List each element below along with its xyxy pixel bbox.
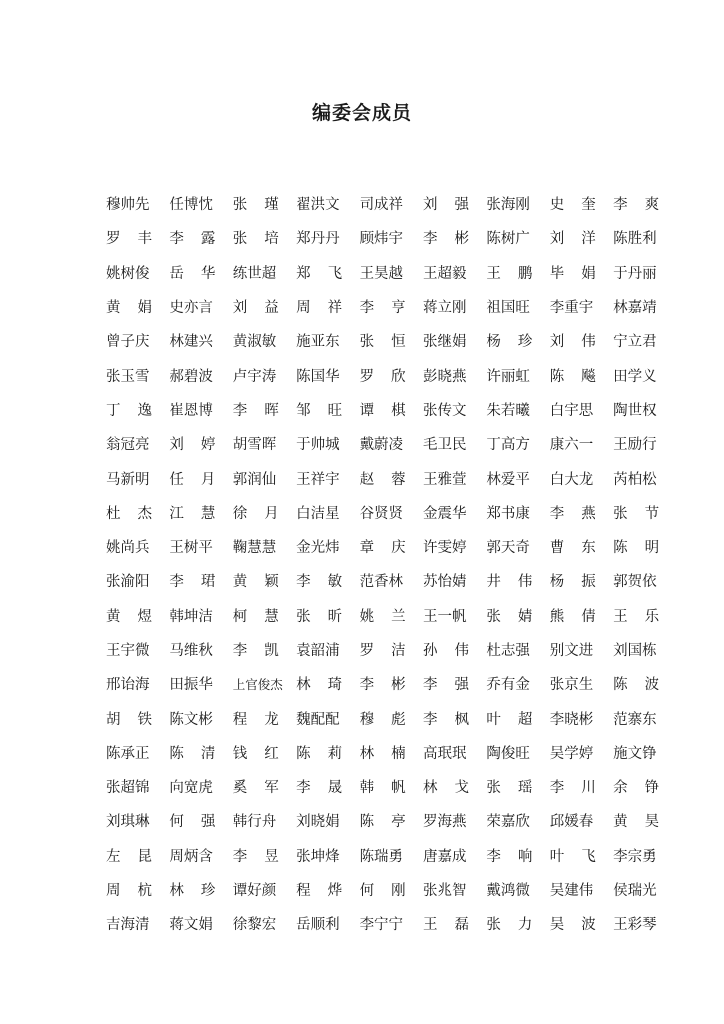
member-row <box>106 668 676 702</box>
member-name: 彭晓燕 <box>422 368 467 385</box>
member-name: 鞠慧慧 <box>232 540 277 557</box>
member-name: 曾子庆 <box>106 334 150 351</box>
member-name: 胡雪晖 <box>232 437 277 454</box>
member-name: 上官俊杰 <box>232 677 283 693</box>
member-name: 宁立君 <box>613 334 657 351</box>
member-name: 岳 华 <box>169 265 216 282</box>
member-name: 王 乐 <box>613 608 660 625</box>
member-name: 荣嘉欣 <box>486 814 530 831</box>
member-name: 刘晓娟 <box>296 814 340 831</box>
member-row <box>106 428 676 462</box>
member-name: 左 昆 <box>106 848 152 865</box>
member-name: 罗海燕 <box>422 814 467 831</box>
member-name: 于帅城 <box>296 437 340 454</box>
member-name: 张传文 <box>422 402 467 419</box>
member-name: 张 节 <box>613 505 660 522</box>
member-name: 康六一 <box>549 437 594 454</box>
member-name: 李 枫 <box>422 711 469 728</box>
member-name: 白宇思 <box>549 402 594 419</box>
member-name: 许雯婷 <box>422 540 467 557</box>
member-name: 王树平 <box>169 540 213 557</box>
member-name: 邢诒海 <box>106 677 150 694</box>
member-name: 于丹丽 <box>613 265 657 282</box>
member-name: 张 昕 <box>296 608 343 625</box>
member-row <box>106 908 676 942</box>
member-name: 史 奎 <box>549 197 596 214</box>
member-name: 谷贤贤 <box>359 505 404 522</box>
member-name: 向宽虎 <box>169 780 213 797</box>
member-name: 郭天奇 <box>486 540 530 557</box>
member-name: 戴鸿微 <box>486 883 530 900</box>
member-name: 柯 慧 <box>232 608 279 625</box>
member-name: 蒋立刚 <box>422 300 467 317</box>
member-name: 高珉珉 <box>422 745 467 762</box>
member-name: 邱媛春 <box>549 814 594 831</box>
member-name: 陈 莉 <box>296 745 343 762</box>
member-name: 李宁宁 <box>359 917 404 934</box>
member-name: 蒋文娟 <box>169 917 213 934</box>
member-name: 金震华 <box>422 505 467 522</box>
member-name: 章 庆 <box>359 540 406 557</box>
member-name: 林爱平 <box>486 471 530 488</box>
member-name: 叶 超 <box>486 711 533 728</box>
member-name: 穆 彪 <box>359 711 406 728</box>
member-name: 陈胜利 <box>613 231 657 248</box>
member-name: 任 月 <box>169 471 216 488</box>
member-name: 陶世权 <box>613 402 657 419</box>
member-name: 韩 帆 <box>359 780 406 797</box>
member-name: 林 琦 <box>296 677 343 694</box>
member-row <box>106 325 676 359</box>
member-name: 程 烨 <box>296 883 343 900</box>
member-name: 丁 逸 <box>106 402 152 419</box>
member-name: 邹 旺 <box>296 402 343 419</box>
member-name: 林建兴 <box>169 334 213 351</box>
member-name: 刘 益 <box>232 300 279 317</box>
member-name: 李 珺 <box>169 574 216 591</box>
member-name: 张 瑶 <box>486 780 533 797</box>
member-name: 陈 明 <box>613 540 660 557</box>
member-name: 张兆智 <box>422 883 467 900</box>
member-name: 吴 波 <box>549 917 596 934</box>
member-name: 吴学婷 <box>549 745 594 762</box>
member-row <box>106 702 676 736</box>
member-name: 刘国栋 <box>613 643 657 659</box>
member-row <box>106 188 676 222</box>
member-name: 曹 东 <box>549 540 596 557</box>
member-name: 林嘉靖 <box>613 300 657 317</box>
member-name: 田振华 <box>169 677 213 694</box>
member-name: 王雅萱 <box>422 471 467 488</box>
member-row <box>106 497 676 531</box>
member-row <box>106 359 676 393</box>
member-name: 杨 振 <box>549 574 596 591</box>
member-name: 张海刚 <box>486 197 530 214</box>
member-name: 熊 倩 <box>549 608 596 625</box>
member-name: 王祥宇 <box>296 471 340 488</box>
member-name: 郝碧波 <box>169 368 213 385</box>
member-name: 魏配配 <box>296 711 340 728</box>
member-name: 林 楠 <box>359 745 406 762</box>
member-name: 叶 飞 <box>549 848 596 865</box>
member-name: 刘 强 <box>422 197 469 214</box>
member-name: 毛卫民 <box>422 437 467 454</box>
member-name: 刘琪琳 <box>106 814 150 831</box>
member-name: 侯瑞光 <box>613 883 657 900</box>
member-name: 谭好颜 <box>232 883 277 900</box>
member-name: 陈承正 <box>106 745 150 762</box>
member-row <box>106 531 676 565</box>
member-name: 陈树广 <box>486 231 530 248</box>
member-name: 罗 丰 <box>106 231 152 248</box>
member-name: 林 戈 <box>422 780 469 797</box>
member-name: 王彩琴 <box>613 917 657 934</box>
member-name: 何 刚 <box>359 883 406 900</box>
member-name: 李 凯 <box>232 643 279 659</box>
member-name: 许丽虹 <box>486 368 530 385</box>
member-name: 罗 洁 <box>359 643 406 659</box>
member-name: 余 铮 <box>613 780 660 797</box>
member-name: 李 晖 <box>232 402 279 419</box>
member-name: 翟洪文 <box>296 197 340 214</box>
member-name: 张京生 <box>549 677 594 694</box>
member-name: 吉海清 <box>106 917 150 934</box>
member-name: 郑书康 <box>486 505 530 522</box>
member-name: 袁韶浦 <box>296 643 340 659</box>
member-name: 江 慧 <box>169 505 216 522</box>
member-name: 金光炜 <box>296 540 340 557</box>
member-name: 王超毅 <box>422 265 467 282</box>
member-name: 罗 欣 <box>359 368 406 385</box>
member-row <box>106 600 676 634</box>
member-name: 张坤烽 <box>296 848 340 865</box>
member-row <box>106 291 676 325</box>
member-name: 黄 昊 <box>613 814 660 831</box>
member-name: 黄 颖 <box>232 574 279 591</box>
member-row <box>106 565 676 599</box>
member-name: 陈 波 <box>613 677 660 694</box>
member-row <box>106 257 676 291</box>
member-name: 陈国华 <box>296 368 340 385</box>
member-name: 周炳含 <box>169 848 213 865</box>
member-name: 郑丹丹 <box>296 231 340 248</box>
member-name: 李 晟 <box>296 780 343 797</box>
member-name: 黄 娟 <box>106 300 152 317</box>
member-name: 谭 棋 <box>359 402 406 419</box>
member-name: 司成祥 <box>359 197 404 214</box>
member-name: 陶俊旺 <box>486 745 530 762</box>
member-name: 翁冠亮 <box>106 437 150 454</box>
member-name: 刘 洋 <box>549 231 596 248</box>
member-name: 杜志强 <box>486 643 530 659</box>
member-name: 李 响 <box>486 848 533 865</box>
member-name: 岳顺利 <box>296 917 340 934</box>
member-name: 徐 月 <box>232 505 279 522</box>
member-name: 张玉雪 <box>106 368 150 385</box>
member-name: 黄 煜 <box>106 608 152 625</box>
member-name: 吴建伟 <box>549 883 594 900</box>
member-name: 钱 红 <box>232 745 279 762</box>
member-row <box>106 805 676 839</box>
member-name: 李宗勇 <box>613 848 657 865</box>
member-name: 奚 军 <box>232 780 279 797</box>
member-name: 白大龙 <box>549 471 594 488</box>
member-name: 陈 亭 <box>359 814 406 831</box>
member-name: 杜 杰 <box>106 505 152 522</box>
member-name: 芮柏松 <box>613 471 657 488</box>
member-row <box>106 874 676 908</box>
member-name: 郭贺依 <box>613 574 657 591</box>
member-name: 胡 铁 <box>106 711 152 728</box>
member-name: 孙 伟 <box>422 643 469 659</box>
member-row <box>106 771 676 805</box>
member-name: 姚 兰 <box>359 608 406 625</box>
member-name: 李 彬 <box>422 231 469 248</box>
member-name: 毕 娟 <box>549 265 596 282</box>
member-name: 乔有金 <box>486 677 530 694</box>
member-name: 张 恒 <box>359 334 406 351</box>
member-name: 朱若曦 <box>486 402 530 419</box>
member-name: 顾炜宇 <box>359 231 404 248</box>
member-name: 王 磊 <box>422 917 469 934</box>
member-name: 杨 珍 <box>486 334 533 351</box>
member-name: 张超锦 <box>106 780 150 797</box>
member-name: 范寨东 <box>613 711 657 728</box>
member-row <box>106 462 676 496</box>
member-name: 黄淑敏 <box>232 334 277 351</box>
member-name: 李 爽 <box>613 197 660 214</box>
member-name: 祖国旺 <box>486 300 530 317</box>
member-row <box>106 840 676 874</box>
member-name: 陈 清 <box>169 745 216 762</box>
member-name: 徐黎宏 <box>232 917 277 934</box>
members-grid <box>106 188 676 943</box>
member-name: 何 强 <box>169 814 216 831</box>
member-name: 陈文彬 <box>169 711 213 728</box>
page-title: 编委会成员 <box>311 102 412 124</box>
member-name: 张 培 <box>232 231 279 248</box>
member-name: 马维秋 <box>169 643 213 659</box>
member-name: 周 杭 <box>106 883 152 900</box>
member-name: 程 龙 <box>232 711 279 728</box>
member-name: 李 敏 <box>296 574 343 591</box>
member-name: 李 亨 <box>359 300 406 317</box>
member-name: 韩坤洁 <box>169 608 213 625</box>
member-name: 王昊越 <box>359 265 404 282</box>
member-name: 郑 飞 <box>296 265 343 282</box>
member-name: 张 婧 <box>486 608 533 625</box>
member-name: 张渝阳 <box>106 574 150 591</box>
member-name: 史亦言 <box>169 300 213 317</box>
member-name: 王一帆 <box>422 608 467 625</box>
member-name: 马新明 <box>106 471 150 488</box>
member-name: 周 祥 <box>296 300 343 317</box>
member-name: 陈瑞勇 <box>359 848 404 865</box>
member-row <box>106 394 676 428</box>
member-name: 别文进 <box>549 643 594 659</box>
member-name: 韩行舟 <box>232 814 277 831</box>
member-name: 田学义 <box>613 368 657 385</box>
member-name: 李 彬 <box>359 677 406 694</box>
member-name: 李 昱 <box>232 848 279 865</box>
member-name: 李 露 <box>169 231 216 248</box>
member-name: 白洁星 <box>296 505 340 522</box>
member-name: 张 力 <box>486 917 533 934</box>
member-name: 陈 飚 <box>549 368 596 385</box>
member-row <box>106 634 676 668</box>
member-name: 赵 蓉 <box>359 471 406 488</box>
member-name: 李晓彬 <box>549 711 594 728</box>
member-name: 练世超 <box>232 265 277 282</box>
member-name: 施文铮 <box>613 745 657 762</box>
member-name: 姚树俊 <box>106 265 150 282</box>
member-name: 唐嘉成 <box>422 848 467 865</box>
member-name: 范香林 <box>359 574 404 591</box>
member-name: 丁高方 <box>486 437 530 454</box>
member-name: 刘 婷 <box>169 437 216 454</box>
member-name: 王 鹏 <box>486 265 533 282</box>
member-name: 崔恩博 <box>169 402 213 419</box>
member-name: 李 燕 <box>549 505 596 522</box>
member-name: 卢宇涛 <box>232 368 277 385</box>
member-row <box>106 222 676 256</box>
member-name: 姚尚兵 <box>106 540 150 557</box>
member-name: 王励行 <box>613 437 657 454</box>
member-name: 李 强 <box>422 677 469 694</box>
member-name: 苏怡婧 <box>422 574 467 591</box>
member-name: 林 珍 <box>169 883 216 900</box>
member-name: 刘 伟 <box>549 334 596 351</box>
member-name: 井 伟 <box>486 574 533 591</box>
member-name: 张 瑾 <box>232 197 279 214</box>
member-name: 施亚东 <box>296 334 340 351</box>
member-row <box>106 737 676 771</box>
member-name: 李 川 <box>549 780 596 797</box>
member-name: 戴蔚凌 <box>359 437 404 454</box>
member-name: 王宇微 <box>106 643 150 659</box>
member-name: 任博忱 <box>169 197 213 214</box>
member-name: 郭润仙 <box>232 471 277 488</box>
member-name: 张继娟 <box>422 334 467 351</box>
member-name: 李重宇 <box>549 300 594 317</box>
member-name: 穆帅先 <box>106 197 150 214</box>
